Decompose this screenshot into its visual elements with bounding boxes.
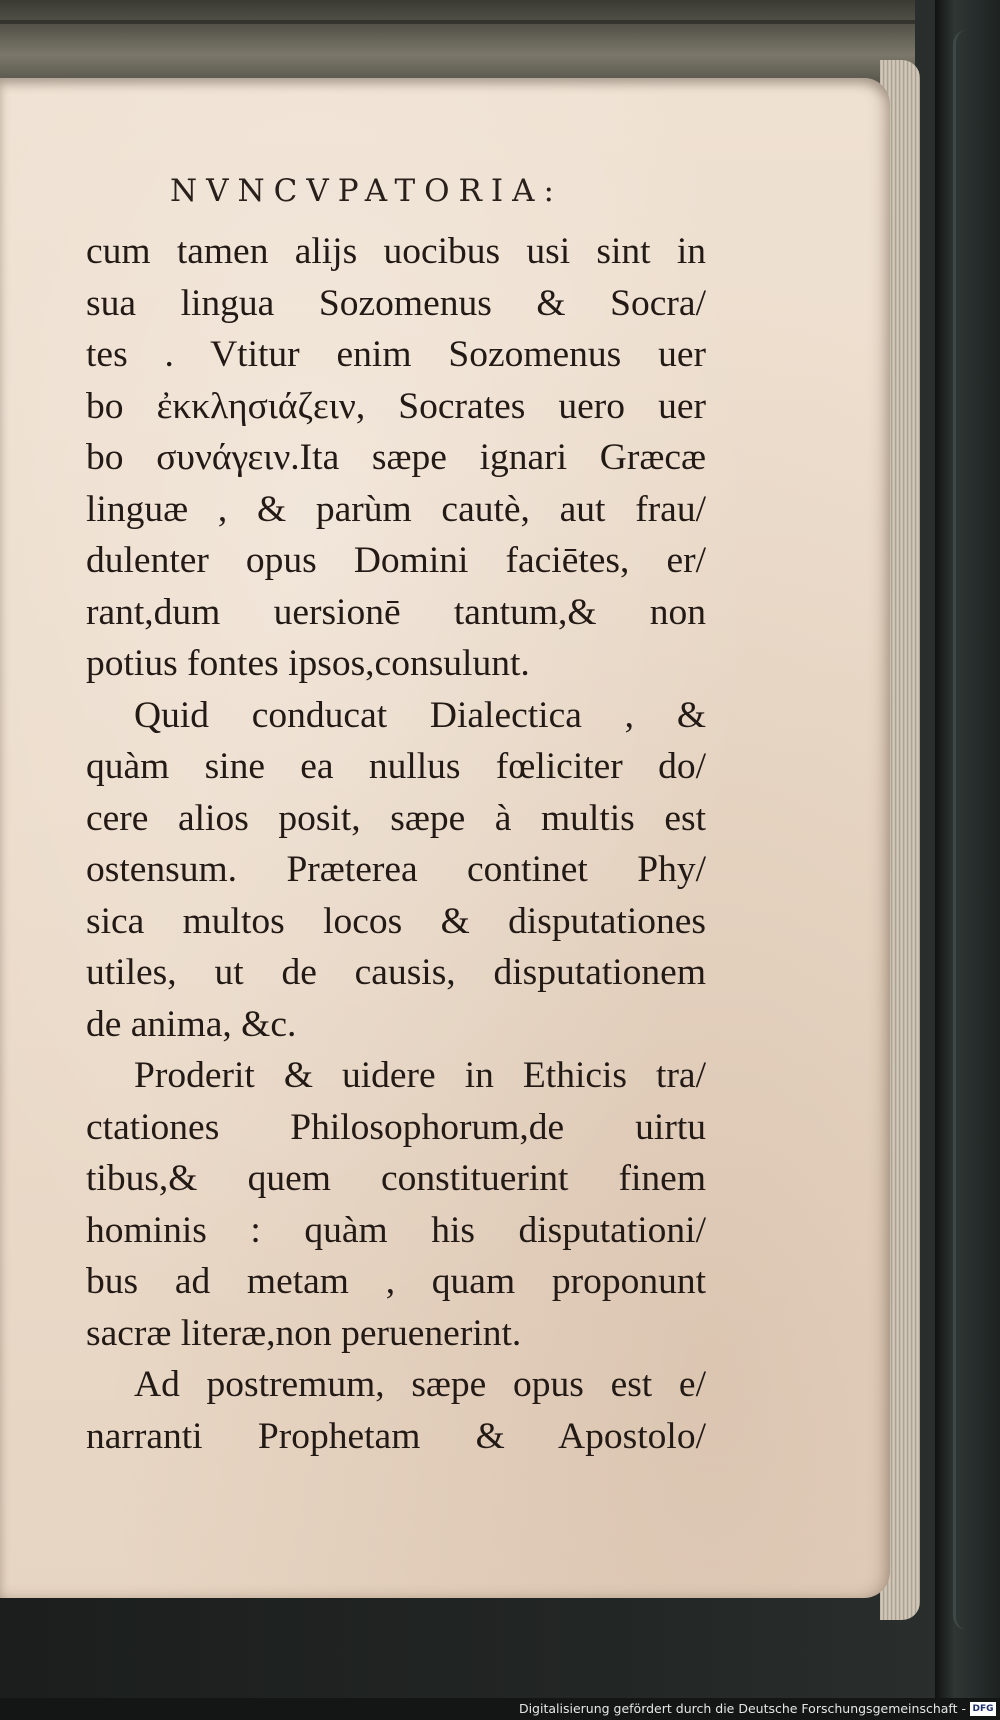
text-line: bus ad metam , quam proponunt [86, 1261, 706, 1302]
text-line: ostensum. Præterea continet Phy/ [86, 849, 706, 890]
text-line: rant,dum uersionē tantum,& non [86, 591, 706, 633]
text-line: bo ἐκκλησιάζειν, Socrates uero uer [86, 385, 706, 427]
text-line: hominis : quàm his disputationi/ [86, 1209, 706, 1251]
text-line: sua lingua Sozomenus & Socra/ [86, 282, 706, 324]
funding-credit: Digitalisierung gefördert durch die Deutsche Forschungsgemeinschaft - [518, 1701, 966, 1716]
text-line: Quid conducat Dialectica , & [134, 694, 706, 736]
text-line: Proderit & uidere in Ethicis tra/ [134, 1055, 706, 1096]
text-line: sica multos locos & disputationes [86, 900, 706, 942]
text-line: linguæ , & parùm cautè, aut frau/ [86, 488, 706, 530]
text-line: dulenter opus Domini faciētes, er/ [86, 540, 706, 581]
text-line: potius fontes ipsos,consulunt. [86, 643, 530, 684]
text-line: quàm sine ea nullus fœliciter do/ [86, 746, 706, 787]
text-line: tes . Vtitur enim Sozomenus uer [86, 334, 706, 375]
text-line: cere alios posit, sæpe à multis est [86, 797, 706, 839]
text-line: Ad postremum, sæpe opus est e/ [134, 1364, 706, 1405]
text-line: de anima, &c. [86, 1003, 297, 1045]
text-line: cum tamen aliјs uocibus usi sint in [86, 231, 706, 272]
paper-page [0, 78, 890, 1598]
text-line: sacræ literæ,non peruenerint. [86, 1312, 522, 1354]
text-line: ctationes Philosophorum,de uirtu [86, 1106, 706, 1148]
book-cover-board [935, 0, 1000, 1720]
text-line: bo συνάγειν.Ita sæpe ignari Græcæ [86, 437, 706, 478]
text-block [86, 226, 706, 1462]
running-head: NVNCVPATORIA: [170, 173, 563, 209]
text-line: utiles, ut de causis, disputationem [86, 952, 706, 993]
text-line: tibus,& quem constituerint finem [86, 1158, 706, 1199]
text-line: narranti Prophetam & Apostolo/ [86, 1415, 706, 1457]
dfg-logo-icon: DFG [970, 1702, 996, 1716]
